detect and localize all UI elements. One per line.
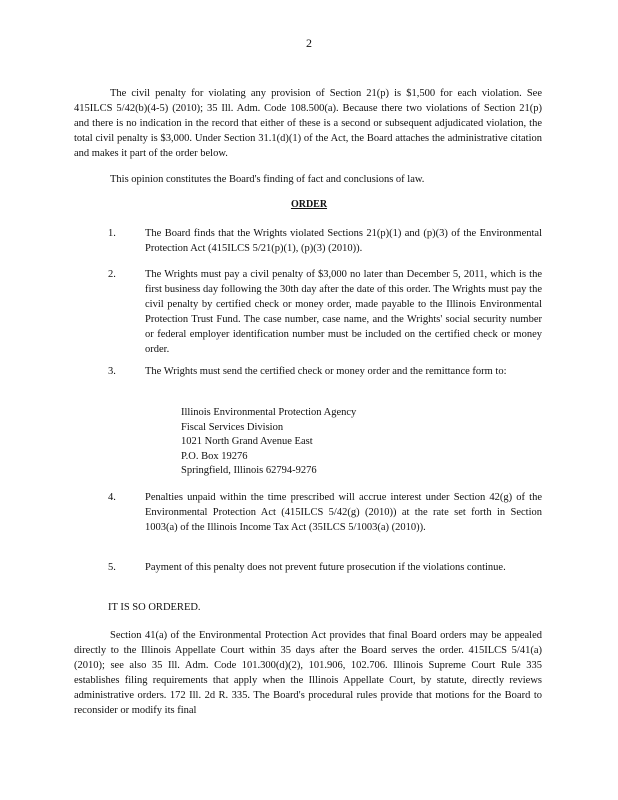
order-item-text: Payment of this penalty does not prevent future prosecution if the violations continue. <box>145 562 506 573</box>
order-item-4 <box>108 490 542 535</box>
page-number: 2 <box>306 36 312 50</box>
address-line: 1021 North Grand Avenue East <box>181 436 313 447</box>
order-item-number: 3. <box>108 366 116 377</box>
order-item-3 <box>108 364 542 379</box>
appeal-paragraph <box>74 628 542 718</box>
finding-paragraph <box>74 172 542 187</box>
address-line: Springfield, Illinois 62794-9276 <box>181 465 317 476</box>
address-line: Fiscal Services Division <box>181 421 284 433</box>
address-line: Illinois Environmental Protection Agency <box>181 407 357 418</box>
order-item-text: The Wrights must send the certified check or money order and the remittance form to: <box>145 366 507 377</box>
order-item-text: The Wrights must pay a civil penalty of $3,000 no later than December 5, 2011, which is the first business day following the 30th day after the date of this order. The Wrights must pay the civil penalty by certified check or money order, made payable to the Illinois Environmental Protection Trust Fund. The case number, case name, and the Wrights' social security number or federal employer identification number must be included on the certified check or money order. <box>145 269 542 355</box>
so-ordered: IT IS SO ORDERED. <box>108 602 201 613</box>
order-item-number: 5. <box>108 562 116 573</box>
penalty-paragraph-text: The civil penalty for violating any provision of Section 21(p) is $1,500 for each violation. See 415ILCS 5/42(b)(4-5) (2010); 35 Ill. Adm. Code 108.500(a). Because there two violations of Section 21(p) and there is no indication in the record that either of these is a second or subsequent adjudicated violation, the total civil penalty is $3,000. Under Section 31.1(d)(1) of the Act, the Board attaches the administrative citation and makes it part of the order below. <box>74 88 542 159</box>
order-item-number: 4. <box>108 492 116 503</box>
order-heading: ORDER <box>290 199 328 210</box>
order-item-number: 2. <box>108 269 116 280</box>
order-item-5 <box>108 560 542 575</box>
address-line: P.O. Box 19276 <box>181 450 248 462</box>
order-item-number: 1. <box>108 228 116 239</box>
finding-paragraph-text: This opinion constitutes the Board's finding of fact and conclusions of law. <box>110 174 425 185</box>
remittance-address <box>181 406 356 479</box>
order-item-2 <box>108 267 542 357</box>
order-item-text: Penalties unpaid within the time prescribed will accrue interest under Section 42(g) of the Environmental Protection Act (415ILCS 5/42(g) (2010)) at the rate set forth in Section 1003(a) of the Illinois Income Tax Act (35ILCS 5/1003(a) (2010)). <box>145 492 542 533</box>
penalty-paragraph <box>74 86 542 161</box>
order-item-text: The Board finds that the Wrights violated Sections 21(p)(1) and (p)(3) of the Environmental Protection Act (415ILCS 5/21(p)(1), (p)(3) (2010)). <box>145 228 542 254</box>
order-item-1 <box>108 226 542 256</box>
appeal-paragraph-text: Section 41(a) of the Environmental Protection Act provides that final Board orders may be appealed directly to the Illinois Appellate Court within 35 days after the Board serves the order. 415ILCS 5/41(a) (2010); see also 35 Ill. Adm. Code 101.300(d)(2), 101.906, 102.706. Illinois Supreme Court Rule 335 establishes filing requirements that apply when the Illinois Appellate Court, by statute, directly reviews administrative orders. 172 Ill. 2d R. 335. The Board's procedural rules provide that motions for the Board to reconsider or modify its final <box>74 630 542 716</box>
